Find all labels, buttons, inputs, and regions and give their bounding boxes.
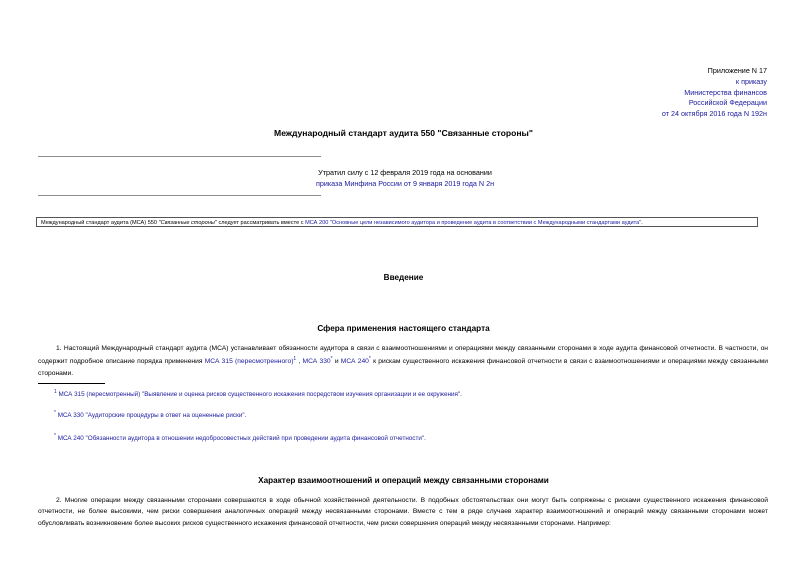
footnote-3 — [54, 433, 426, 442]
divider-top — [38, 156, 321, 157]
footnote-mark-3[interactable]: * — [368, 356, 371, 363]
footnote-2-mark: * — [54, 410, 56, 416]
lost-force-notice — [240, 167, 570, 189]
document-title: Международный стандарт аудита 550 "Связанные стороны" — [274, 128, 533, 138]
appendix-date-link[interactable]: от 24 октября 2016 года N 192н — [661, 109, 767, 119]
note-box — [36, 217, 758, 227]
appendix-ministry-link[interactable]: Министерства финансов — [684, 87, 767, 97]
footnote-3-mark: * — [54, 433, 56, 439]
para1-text-b: к рискам существенного искажения финансовой отчетности в связи с взаимоотношениями и операциями между связанными сторонами. — [38, 358, 768, 378]
footnote-2 — [54, 410, 246, 419]
lost-force-text: Утратил силу с 12 февраля 2019 года на основании — [318, 168, 492, 177]
note-suffix: . — [641, 220, 643, 226]
para1-isa330-link[interactable]: МСА 330 — [302, 358, 331, 366]
paragraph-1 — [38, 343, 768, 379]
footnote-mark-1[interactable]: 1 — [293, 356, 297, 363]
para1-isa315-link[interactable]: МСА 315 (пересмотренного) — [204, 358, 294, 366]
heading-nature: Характер взаимоотношений и операций между связанными сторонами — [258, 476, 549, 485]
para1-sep-2: и — [332, 358, 341, 366]
para1-isa240-link[interactable]: МСА 240 — [340, 358, 369, 366]
footnote-2-link[interactable]: МСА 330 "Аудиторские процедуры в ответ на оцененные риски". — [57, 412, 247, 420]
footnote-separator — [38, 383, 105, 384]
para1-sep-1: , — [296, 358, 303, 366]
appendix-block — [662, 66, 767, 120]
footnote-3-link[interactable]: МСА 240 "Обязанности аудитора в отношении недобросовестных действий при проведении аудита финансовой отчетности". — [57, 435, 426, 443]
footnote-1 — [54, 389, 462, 398]
appendix-country-link[interactable]: Российской Федерации — [688, 98, 767, 108]
note-italic: "Связанные стороны" — [158, 220, 217, 226]
note-middle: следует рассматривать вместе с — [216, 220, 306, 226]
footnote-1-link[interactable]: МСА 315 (пересмотренный) "Выявление и оценка рисков существенного искажения посредством изучения организации и ее окружения". — [58, 391, 462, 399]
divider-bottom — [38, 195, 321, 196]
appendix-number: Приложение N 17 — [707, 66, 767, 75]
heading-introduction: Введение — [383, 273, 424, 282]
note-prefix: Международный стандарт аудита (МСА) 550 — [41, 220, 159, 226]
footnote-1-mark: 1 — [54, 389, 57, 395]
lost-force-link[interactable]: приказа Минфина России от 9 января 2019 года N 2н — [315, 179, 495, 188]
paragraph-2: 2. Многие операции между связанными сторонами совершаются в ходе обычной хозяйственной деятельности. В подобных обстоятельствах они могут быть сопряжены с рисками существенного искажения финансовой отчетности, не более высокими, чем риски совершения аналогичных операций между несвязанными сторонами. Вместе с тем в ряде случаев характер взаимоотношений и операций между связанными сторонами может обусловливать возникновение более высоких рисков существенного искажения финансовой отчетности, чем риски совершения операций между несвязанными сторонами. Например: — [38, 497, 768, 527]
note-isa200-link[interactable]: МСА 200 "Основные цели независимого аудитора и проведение аудита в соответствии с Международными стандартами аудита" — [305, 220, 642, 226]
para1-text-a: 1. Настоящий Международный стандарт аудита (МСА) устанавливает обязанности аудитора в связи с взаимоотношениями и операциями между связанными сторонами в ходе аудита финансовой отчетности. В частности, он содержит подробное описание порядка применения — [38, 345, 768, 366]
footnote-mark-2[interactable]: * — [330, 356, 333, 363]
heading-scope: Сфера применения настоящего стандарта — [317, 324, 490, 333]
appendix-order-link[interactable]: к приказу — [735, 76, 767, 86]
